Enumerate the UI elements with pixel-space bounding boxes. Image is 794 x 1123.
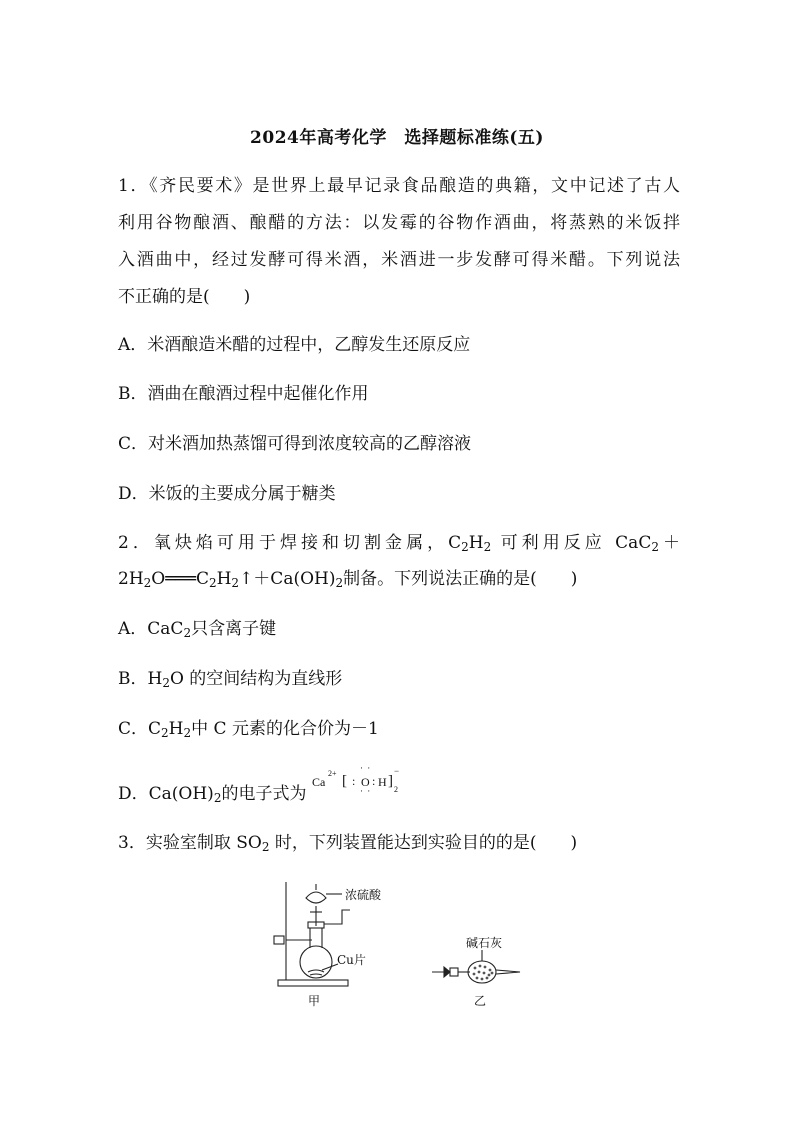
q2-l1-sub-1: 2 xyxy=(461,540,469,554)
q2-l1-text-d: ＋ xyxy=(658,533,680,553)
electron-colon-right: : xyxy=(372,774,376,788)
electron-h: H xyxy=(378,775,387,789)
q2-l2-text-a: 2H xyxy=(118,569,144,589)
q2-l2-sub-3: 2 xyxy=(231,576,240,590)
q3-stem-text-b: 时，下列装置能达到实验目的的是( ) xyxy=(269,833,578,853)
q2-l2-text-e: 制备。下列说法正确的是( ) xyxy=(343,569,578,589)
q1-option-c: C．对米酒加热蒸馏可得到浓度较高的乙醇溶液 xyxy=(118,434,472,454)
electron-bracket-right: ] xyxy=(388,773,393,789)
q1-line-1: 1．《齐民要术》是世界上最早记录食品酿造的典籍，文中记述了古人 xyxy=(118,176,680,196)
q2-opt-c-sub-2: 2 xyxy=(183,726,192,740)
q1-option-d: D．米饭的主要成分属于糖类 xyxy=(118,484,336,504)
electron-dots-top: · · xyxy=(360,763,372,773)
electron-bracket-left: [ xyxy=(342,773,347,789)
q2-opt-b-text-b: O 的空间结构为直线形 xyxy=(169,669,343,689)
label-copper-pieces: Cu片 xyxy=(337,953,366,967)
q2-l2-sub-2: 2 xyxy=(208,576,217,590)
q2-opt-d-sub: 2 xyxy=(213,791,222,805)
q1-option-a: A．米酒酿造米醋的过程中，乙醇发生还原反应 xyxy=(118,335,471,355)
q2-l2-text-c: H xyxy=(216,569,232,589)
q2-l2-sub-4: 2 xyxy=(335,576,344,590)
q2-l2-sub-1: 2 xyxy=(143,576,152,590)
q2-option-a xyxy=(118,618,276,640)
q3-stem xyxy=(118,832,577,854)
q2-opt-a-text-a: A．CaC xyxy=(118,619,184,639)
electron-ca: Ca xyxy=(312,775,326,789)
electron-count: 2 xyxy=(394,785,398,794)
electron-charge: − xyxy=(394,766,400,776)
apparatus-jia-drawing xyxy=(274,882,350,986)
caption-yi: 乙 xyxy=(474,994,487,1008)
q2-opt-a-text-b: 只含离子键 xyxy=(191,619,277,639)
q1-line-2: 利用谷物酿酒、酿醋的方法：以发霉的谷物作酒曲，将蒸熟的米饭拌 xyxy=(118,213,680,233)
q2-l1-text-c: 可利用反应 CaC xyxy=(491,533,652,553)
q2-option-c xyxy=(118,718,379,740)
q2-opt-d-text-a: D．Ca(OH) xyxy=(118,784,214,804)
q2-line-1 xyxy=(118,532,680,554)
q2-opt-a-sub: 2 xyxy=(183,626,192,640)
q2-l1-sub-2: 2 xyxy=(483,540,492,554)
q2-opt-b-sub: 2 xyxy=(162,676,170,690)
q2-opt-c-text-b: H xyxy=(168,719,184,739)
q2-option-b xyxy=(118,668,342,690)
q3-stem-sub: 2 xyxy=(261,840,270,854)
page-title: 2024年高考化学 选择题标准练(五) xyxy=(250,128,544,148)
electron-dots-bottom: · · xyxy=(360,786,372,796)
q1-option-b: B．酒曲在酿酒过程中起催化作用 xyxy=(118,384,369,404)
electron-colon-left: : xyxy=(352,774,356,788)
q2-opt-c-text-a: C．C xyxy=(118,719,162,739)
q2-l1-text-b: H xyxy=(468,533,484,553)
q2-opt-d-text-b: 的电子式为 xyxy=(221,784,307,804)
q3-stem-text-a: 3．实验室制取 SO xyxy=(118,833,262,853)
q2-l2-text-d: ↑＋Ca(OH) xyxy=(239,569,336,589)
q2-l1-sub-3: 2 xyxy=(651,540,659,554)
electron-o: O xyxy=(361,775,370,789)
label-conc-sulfuric-acid: 浓硫酸 xyxy=(345,888,382,902)
q2-opt-b-text-a: B．H xyxy=(118,669,163,689)
q2-option-d xyxy=(118,783,306,805)
electron-ca-charge: 2+ xyxy=(328,769,337,778)
q1-line-3: 入酒曲中，经过发酵可得米酒，米酒进一步发酵可得米醋。下列说法 xyxy=(118,250,680,270)
q2-l2-text-b: O═══C xyxy=(151,569,209,589)
q2-opt-c-text-c: 中 C 元素的化合价为－1 xyxy=(191,719,379,739)
electron-formula xyxy=(312,763,422,803)
caption-jia: 甲 xyxy=(308,994,321,1008)
q2-opt-c-sub-1: 2 xyxy=(161,726,169,740)
label-soda-lime: 碱石灰 xyxy=(466,936,503,950)
soda-lime-granules xyxy=(473,965,494,981)
apparatus-figure xyxy=(270,876,530,1016)
q2-line-2 xyxy=(118,568,577,590)
q1-line-4: 不正确的是( ) xyxy=(118,287,251,307)
q2-l1-text-a: 2．氧炔焰可用于焊接和切割金属，C xyxy=(118,533,462,553)
